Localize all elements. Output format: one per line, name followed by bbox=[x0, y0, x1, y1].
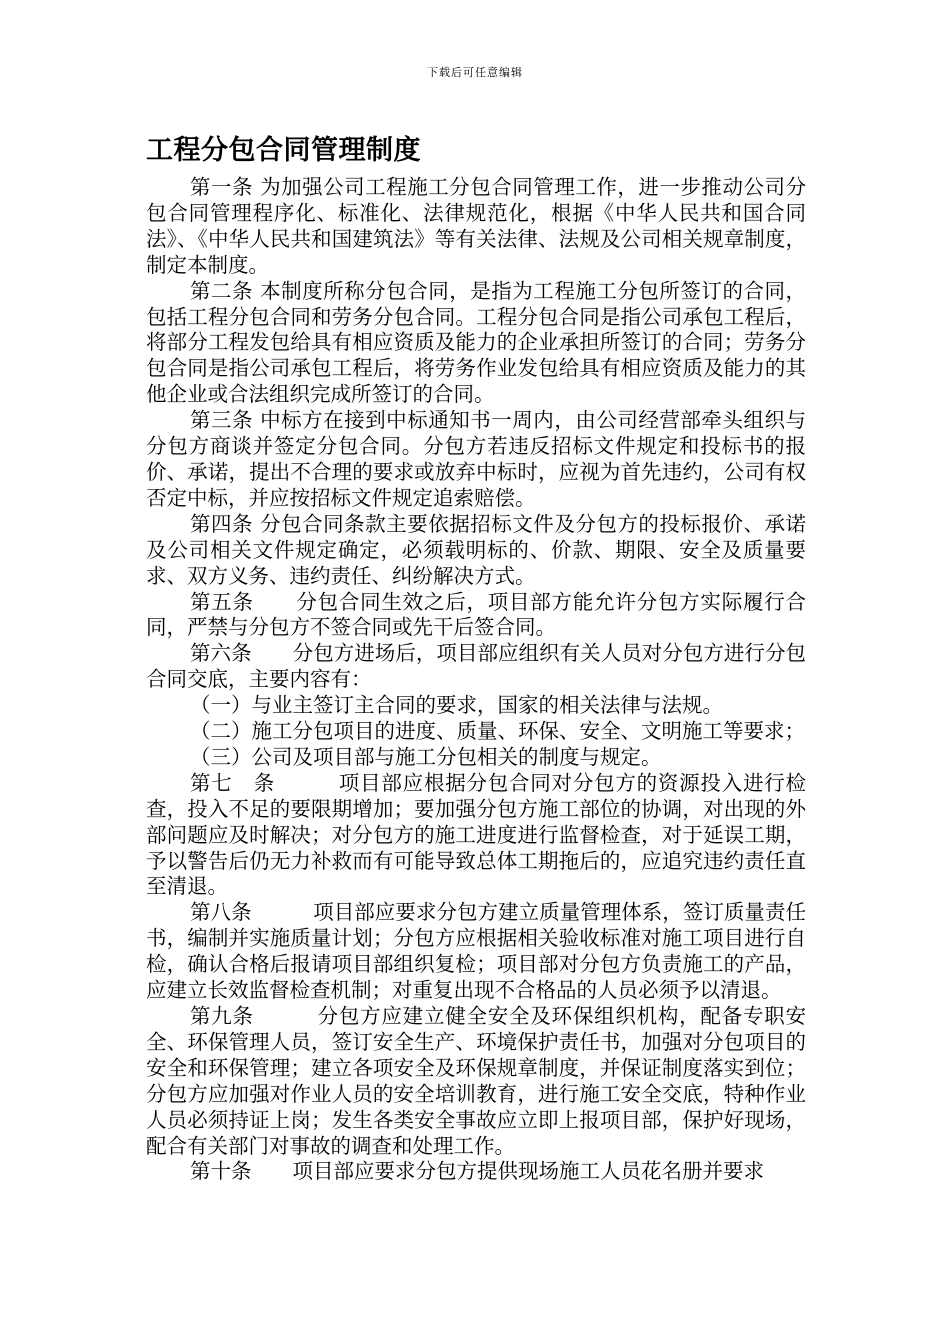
article-1: 第一条 为加强公司工程施工分包合同管理工作，进一步推动公司分包合同管理程序化、标准化、法律规范化，根据《中华人民共和国合同法》、《中华人民共和国建筑法》等有关法律、法规及公司相关规章制度，制定本制度。 bbox=[146, 175, 806, 277]
document-body bbox=[146, 175, 806, 1185]
document-title: 工程分包合同管理制度 bbox=[146, 135, 421, 166]
article-8: 第八条 项目部应要求分包方建立质量管理体系，签订质量责任书，编制并实施质量计划；分包方应根据相关验收标准对施工项目进行自检，确认合格后报请项目部组织复检；项目部对分包方负责施工的产品，应建立长效监督检查机制；对重复出现不合格品的人员必须予以清退。 bbox=[146, 900, 806, 1003]
article-2: 第二条 本制度所称分包合同，是指为工程施工分包所签订的合同，包括工程分包合同和劳务分包合同。工程分包合同是指公司承包工程后，将部分工程发包给具有相应资质及能力的企业承担所签订的合同；劳务分包合同是指公司承包工程后，将劳务作业发包给具有相应资质及能力的其他企业或合法组织完成所签订的合同。 bbox=[146, 278, 806, 407]
article-6-item-3: （三）公司及项目部与施工分包相关的制度与规定。 bbox=[190, 744, 662, 769]
article-5: 第五条 分包合同生效之后，项目部方能允许分包方实际履行合同，严禁与分包方不签合同或先干后签合同。 bbox=[146, 589, 806, 640]
article-10: 第十条 项目部应要求分包方提供现场施工人员花名册并要求 bbox=[190, 1159, 764, 1184]
article-9: 第九条 分包方应建立健全安全及环保组织机构，配备专职安全、环保管理人员，签订安全生产、环境保护责任书，加强对分包项目的安全和环保管理；建立各项安全及环保规章制度，并保证制度落实到位；分包方应加强对作业人员的安全培训教育，进行施工安全交底，特种作业人员必须持证上岗；发生各类安全事故应立即上报项目部，保护好现场，配合有关部门对事故的调查和处理工作。 bbox=[146, 1004, 806, 1158]
article-4: 第四条 分包合同条款主要依据招标文件及分包方的投标报价、承诺及公司相关文件规定确定，必须载明标的、价款、期限、安全及质量要求、双方义务、违约责任、纠纷解决方式。 bbox=[146, 511, 806, 588]
article-3: 第三条 中标方在接到中标通知书一周内，由公司经营部牵头组织与分包方商谈并签定分包合同。分包方若违反招标文件规定和投标书的报价、承诺，提出不合理的要求或放弃中标时，应视为首先违约，公司有权否定中标，并应按招标文件规定追索赔偿。 bbox=[146, 408, 806, 510]
header-note: 下载后可任意编辑 bbox=[427, 66, 523, 79]
article-7: 第七 条 项目部应根据分包合同对分包方的资源投入进行检查，投入不足的要限期增加；要加强分包方施工部位的协调，对出现的外部问题应及时解决；对分包方的施工进度进行监督检查，对于延误工期，予以警告后仍无力补救而有可能导致总体工期拖后的，应追究违约责任直至清退。 bbox=[146, 770, 806, 899]
article-6-item-2: （二）施工分包项目的进度、质量、环保、安全、文明施工等要求； bbox=[190, 719, 805, 744]
article-6: 第六条 分包方进场后，项目部应组织有关人员对分包方进行分包合同交底，主要内容有： bbox=[146, 641, 806, 692]
article-6-item-1: （一）与业主签订主合同的要求，国家的相关法律与法规。 bbox=[190, 693, 723, 718]
